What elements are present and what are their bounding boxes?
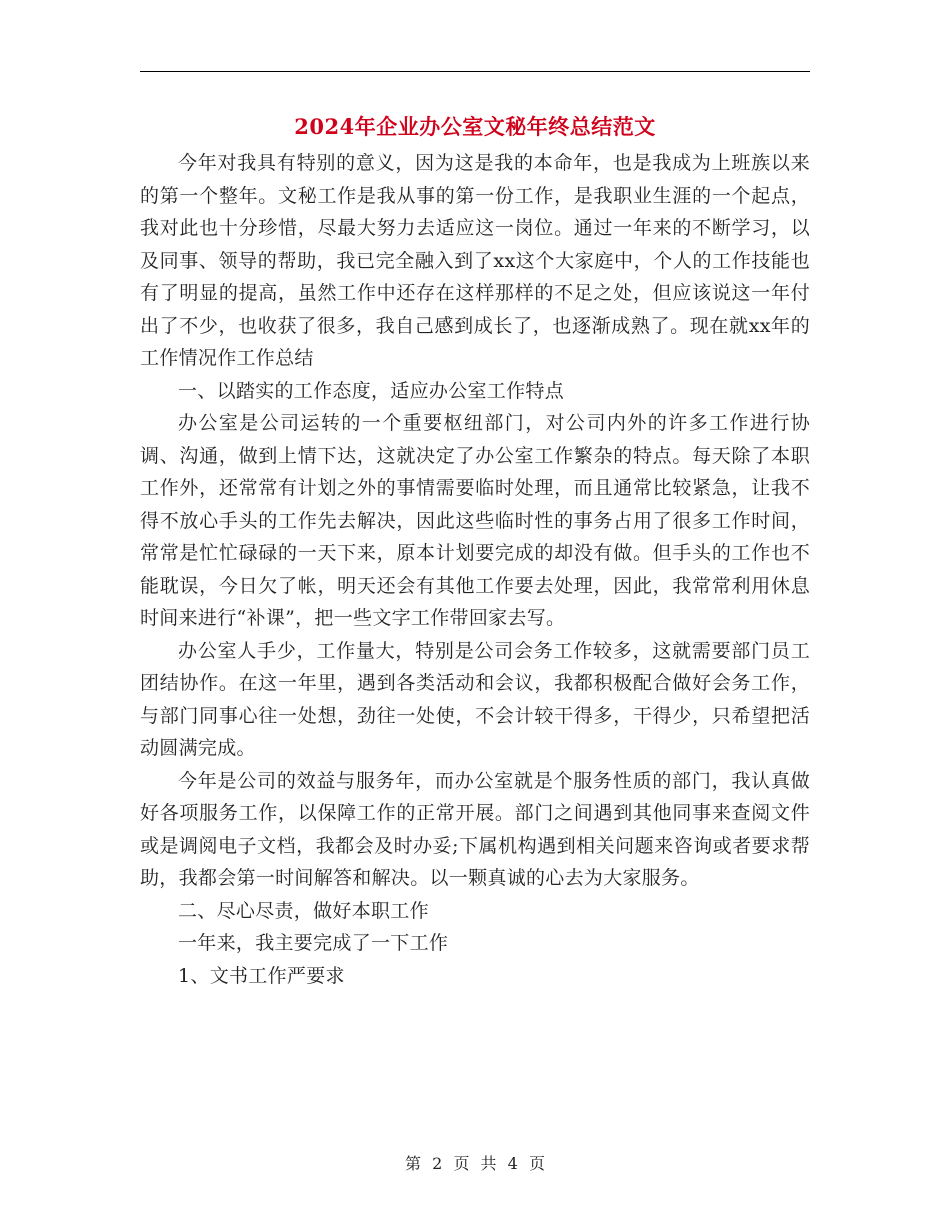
page-footer (0, 1152, 950, 1176)
document-body (140, 147, 810, 992)
paragraph-teamwork: 办公室人手少，工作量大，特别是公司会务工作较多，这就需要部门员工团结协作。在这一年里，遇到各类活动和会议，我都积极配合做好会务工作，与部门同事心往一处想，劲往一处使，不会计较干得多，干得少，只希望把活动圆满完成。 (140, 639, 810, 759)
paragraph-intro: 今年对我具有特别的意义，因为这是我的本命年，也是我成为上班族以来的第一个整年。文秘工作是我从事的第一份工作，是我职业生涯的一个起点，我对此也十分珍惜，尽最大努力去适应这一岗位。通过一年来的不断学习，以及同事、领导的帮助，我已完全融入到了xx这个大家庭中，个人的工作技能也有了明显的提高，虽然工作中还存在这样那样的不足之处，但应该说这一年付出了不少，也收获了很多，我自己感到成长了，也逐渐成熟了。现在就xx年的工作情况作工作总结 (140, 152, 810, 369)
footer-suffix: 页 (528, 1154, 545, 1173)
section-heading-1: 一、以踏实的工作态度，适应办公室工作特点 (178, 379, 565, 402)
footer-current-page: 2 (432, 1154, 443, 1173)
paragraph-service: 今年是公司的效益与服务年，而办公室就是个服务性质的部门，我认真做好各项服务工作，以保障工作的正常开展。部门之间遇到其他同事来查阅文件或是调阅电子文档，我都会及时办妥;下属机构遇到相关问题来咨询或者要求帮助，我都会第一时间解答和解决。以一颗真诚的心去为大家服务。 (140, 769, 810, 889)
header-rule (140, 71, 810, 72)
footer-prefix: 第 (405, 1154, 422, 1173)
paragraph-office-characteristics: 办公室是公司运转的一个重要枢纽部门，对公司内外的许多工作进行协调、沟通，做到上情下达，这就决定了办公室工作繁杂的特点。每天除了本职工作外，还常常有计划之外的事情需要临时处理，而且通常比较紧急，让我不得不放心手头的工作先去解决，因此这些临时性的事务占用了很多工作时间，常常是忙忙碌碌的一天下来，原本计划要完成的却没有做。但手头的工作也不能耽误，今日欠了帐，明天还会有其他工作要去处理，因此，我常常利用休息时间来进行“补课”，把一些文字工作带回家去写。 (140, 412, 810, 629)
document-title: 2024年企业办公室文秘年终总结范文 (294, 114, 656, 139)
paragraph-summary-intro: 一年来，我主要完成了一下工作 (178, 932, 449, 954)
footer-page-word: 页 (453, 1154, 470, 1173)
section-heading-2: 二、尽心尽责，做好本职工作 (178, 899, 429, 922)
footer-total-pages: 4 (507, 1154, 518, 1173)
footer-total-word: 共 (480, 1154, 497, 1173)
sub-heading-1: 1、文书工作严要求 (178, 964, 345, 987)
